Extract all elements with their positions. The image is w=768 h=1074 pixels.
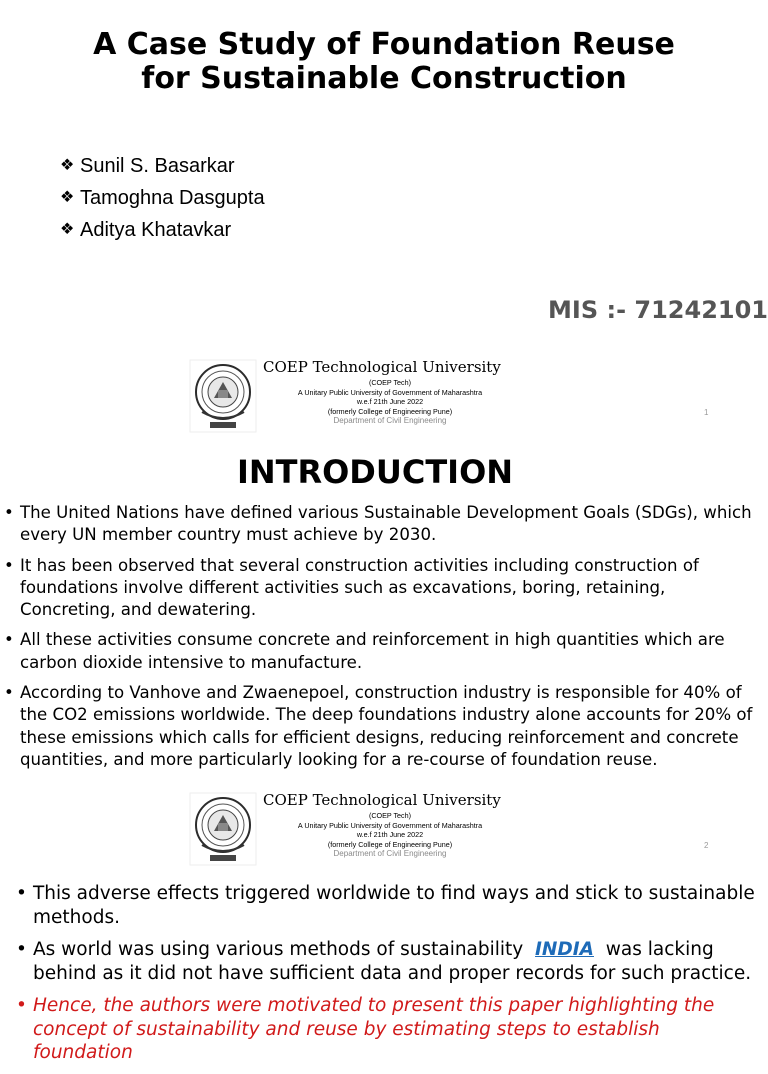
author-item	[60, 150, 265, 182]
diamond-bullet-icon: ❖	[60, 157, 75, 174]
bullet-list	[4, 502, 754, 779]
bullet-icon: •	[4, 683, 14, 703]
bullet-text: All these activities consume concrete and reinforcement in high quantities which are carbon dioxide intensive to manufacture.	[20, 630, 725, 672]
bullet-icon: •	[4, 503, 14, 522]
list-item	[16, 938, 756, 985]
author-item	[60, 214, 265, 246]
diamond-bullet-icon: ❖	[60, 189, 75, 206]
bullet-icon: •	[16, 939, 27, 960]
author-name: Sunil S. Basarkar	[80, 155, 235, 177]
university-effective-date: w.e.f 21th June 2022	[356, 830, 424, 839]
presentation-title	[0, 28, 768, 96]
department-name: Department of Civil Engineering	[333, 416, 447, 425]
mis-number: MIS :- 71242101	[548, 296, 768, 324]
university-former-name: (formerly College of Engineering Pune)	[327, 406, 453, 416]
university-former-name: (formerly College of Engineering Pune)	[327, 839, 453, 849]
bullet-text-before-link: As world was using various methods of sustainability	[33, 939, 536, 960]
author-name: Tamoghna Dasgupta	[80, 187, 265, 209]
title-line-2: for Sustainable Construction	[141, 61, 627, 96]
university-name: COEP Technological University	[263, 358, 501, 376]
author-name: Aditya Khatavkar	[80, 219, 232, 241]
list-item	[16, 994, 756, 1065]
diamond-bullet-icon: ❖	[60, 221, 75, 238]
list-item	[4, 502, 754, 547]
bullet-text: It has been observed that several construction activities including construction of foundations involve different activities such as excavations, boring, retaining, Concreting, and dewatering.	[20, 555, 699, 620]
university-status: A Unitary Public University of Government of Maharashtra	[297, 387, 483, 397]
author-item	[60, 182, 265, 214]
department-name: Department of Civil Engineering	[333, 849, 447, 858]
bullet-icon: •	[4, 630, 14, 650]
bullet-text: The United Nations have defined various Sustainable Development Goals (SDGs), which every UN member country must achieve by 2030.	[20, 503, 752, 545]
slide-header	[190, 358, 730, 438]
slide-header	[190, 791, 730, 871]
university-name: COEP Technological University	[263, 791, 501, 809]
slide-title: INTRODUCTION	[236, 453, 514, 491]
list-item	[16, 882, 756, 929]
university-short-name: (COEP Tech)	[368, 378, 412, 387]
introduction-slide	[0, 350, 768, 783]
university-status: A Unitary Public University of Government of Maharashtra	[297, 820, 483, 830]
india-link[interactable]: INDIA	[535, 939, 594, 960]
bullet-icon: •	[4, 555, 14, 575]
bullet-text: Hence, the authors were motivated to present this paper highlighting the concept of sustainability and reuse by estimating steps to establish foundation	[33, 995, 715, 1063]
list-item	[4, 555, 754, 622]
bullet-list	[16, 882, 756, 1074]
title-slide	[0, 0, 768, 350]
author-list	[60, 150, 265, 246]
bullet-text: According to Vanhove and Zwaenepoel, construction industry is responsible for 40% of the CO2 emissions worldwide. The deep foundations industry alone accounts for 20% of these emissions which calls for efficient designs, reducing reinforcement and concrete quantities, and more particularly looking for a re-course of foundation reuse.	[20, 683, 753, 769]
list-item	[4, 682, 754, 771]
bullet-icon: •	[16, 883, 27, 904]
bullet-icon: •	[16, 995, 27, 1016]
list-item	[4, 629, 754, 674]
bullet-text-after-link: was lacking behind as it did not have sufficient data and proper records for such practice.	[33, 939, 752, 984]
university-effective-date: w.e.f 21th June 2022	[356, 397, 424, 406]
university-short-name: (COEP Tech)	[368, 811, 412, 820]
motivation-slide	[0, 783, 768, 1063]
bullet-text: This adverse effects triggered worldwide to find ways and stick to sustainable methods.	[33, 883, 755, 928]
title-line-1: A Case Study of Foundation Reuse	[93, 27, 675, 62]
page-number: 1	[704, 408, 709, 417]
page-number: 2	[704, 841, 709, 850]
